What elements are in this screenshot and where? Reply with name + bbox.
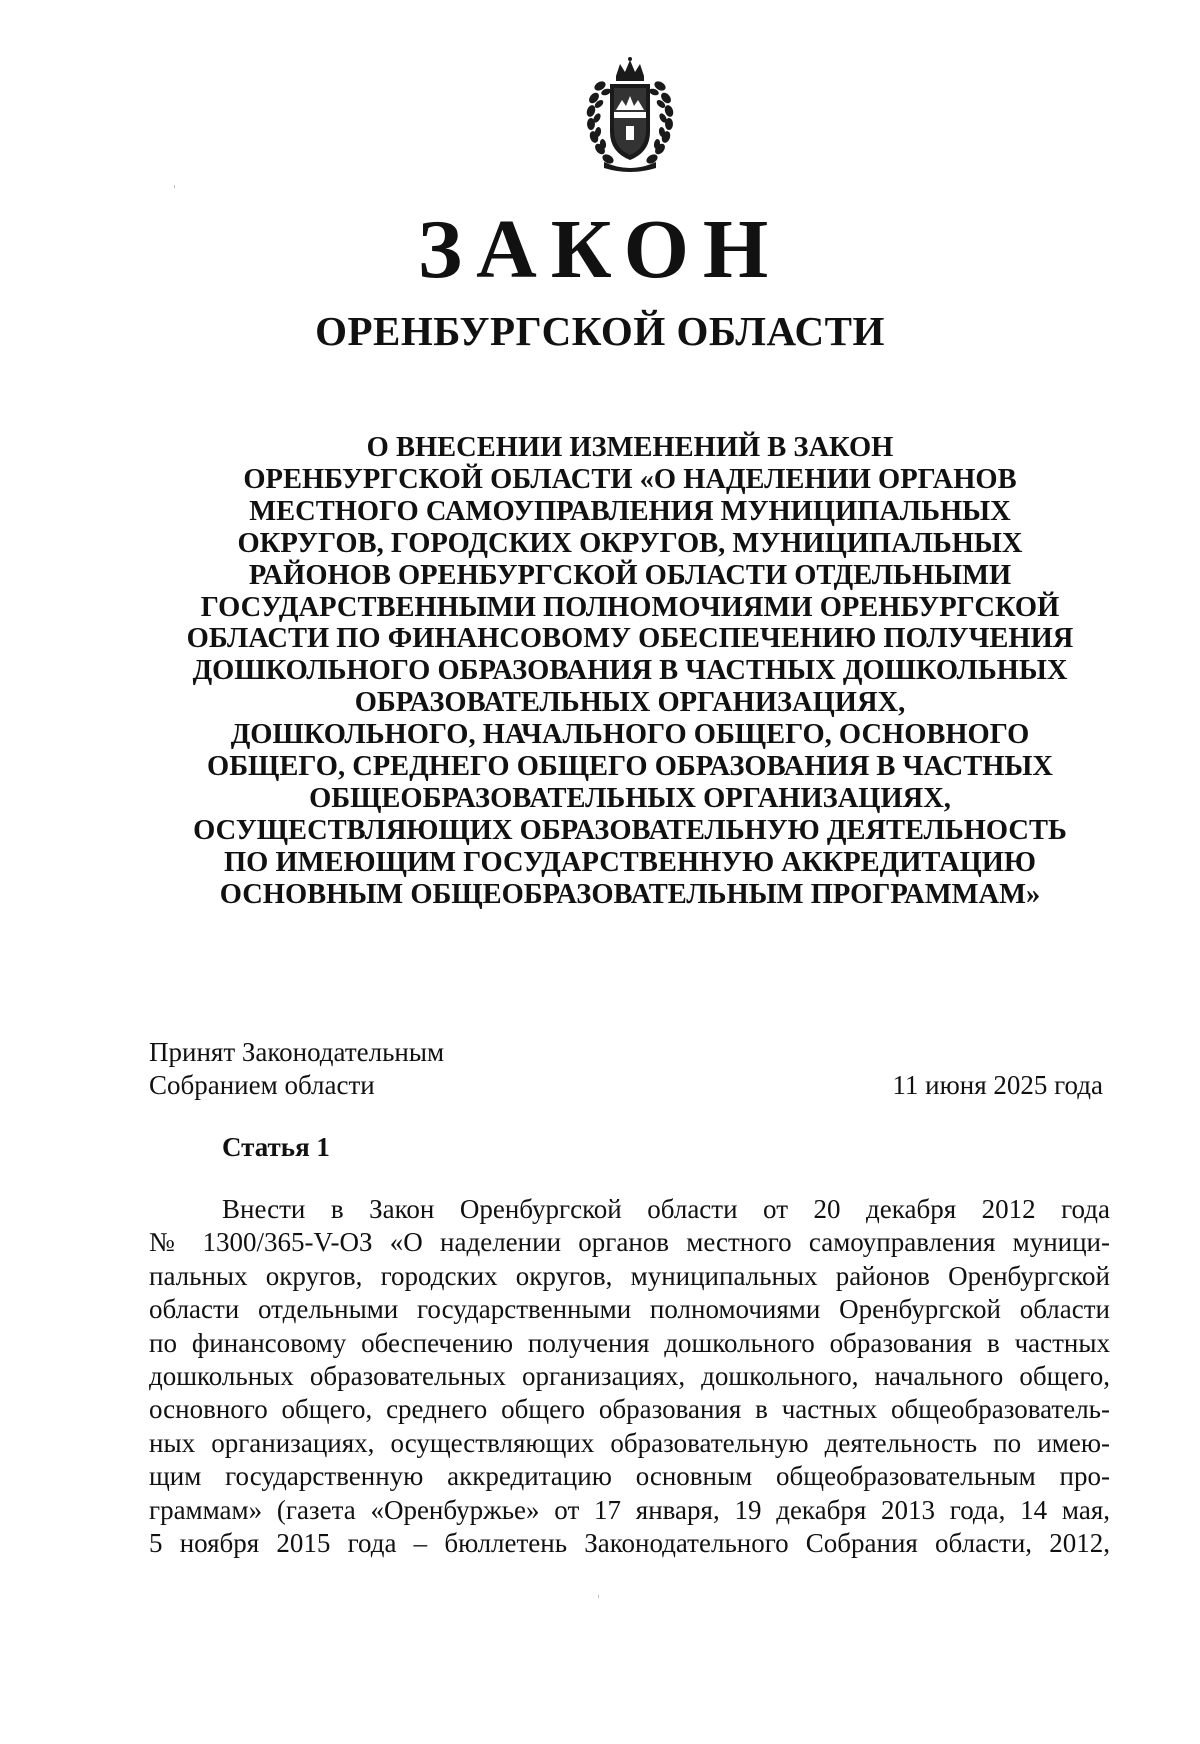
body-line: области отдельными государственными полномочиями Оренбургской области [149, 1294, 1110, 1325]
adoption-line-1: Принят Законодательным [149, 1037, 445, 1067]
body-line: основного общего, среднего общего образования в частных общеобразователь- [149, 1394, 1110, 1425]
heading-line: ГОСУДАРСТВЕННЫМИ ПОЛНОМОЧИЯМИ ОРЕНБУРГСКОЙ [200, 591, 1060, 623]
body-line: ных организациях, осуществляющих образовательную деятельность по имею- [149, 1427, 1110, 1458]
body-line: щим государственную аккредитацию основным общеобразовательным про- [149, 1461, 1110, 1492]
region-title: ОРЕНБУРГСКОЙ ОБЛАСТИ [315, 308, 885, 354]
heading-line: О ВНЕСЕНИИ ИЗМЕНЕНИЙ В ЗАКОН [366, 432, 894, 463]
heading-line: ДОШКОЛЬНОГО, НАЧАЛЬНОГО ОБЩЕГО, ОСНОВНОГО [230, 719, 1030, 751]
coat-of-arms-emblem [570, 56, 690, 176]
adoption-line-2: Собранием области [149, 1070, 375, 1100]
heading-line: ОБЩЕГО, СРЕДНЕГО ОБЩЕГО ОБРАЗОВАНИЯ В ЧАСТНЫХ [207, 751, 1053, 783]
body-line: граммам» (газета «Оренбуржье» от 17 января, 19 декабря 2013 года, 14 мая, [149, 1494, 1110, 1525]
heading-line: ОБЩЕОБРАЗОВАТЕЛЬНЫХ ОРГАНИЗАЦИЯХ, [309, 782, 951, 814]
body-line: Внести в Закон Оренбургской области от 20 декабря 2012 года [222, 1194, 1110, 1224]
body-line: 5 ноября 2015 года – бюллетень Законодательного Собрания области, 2012, [149, 1528, 1110, 1559]
heading-line: ОКРУГОВ, ГОРОДСКИХ ОКРУГОВ, МУНИЦИПАЛЬНЫХ [237, 527, 1023, 559]
law-title: ЗАКОН [417, 203, 783, 296]
body-line: дошкольных образовательных организациях, дошкольного, начального общего, [149, 1361, 1110, 1392]
scan-speck [174, 185, 175, 188]
heading-line: ДОШКОЛЬНОГО ОБРАЗОВАНИЯ В ЧАСТНЫХ ДОШКОЛЬНЫХ [192, 655, 1068, 687]
body-line: № 1300/365-V-ОЗ «О наделении органов местного самоуправления муници- [149, 1227, 1110, 1258]
adoption-block [149, 1036, 444, 1102]
article-title: Статья 1 [222, 1132, 330, 1162]
heading-line: ОСУЩЕСТВЛЯЮЩИХ ОБРАЗОВАТЕЛЬНУЮ ДЕЯТЕЛЬНОСТЬ [193, 814, 1067, 846]
heading-line: РАЙОНОВ ОРЕНБУРГСКОЙ ОБЛАСТИ ОТДЕЛЬНЫМИ [248, 559, 1012, 591]
adoption-date: 11 июня 2025 года [892, 1070, 1103, 1100]
article-body [149, 1193, 1110, 1560]
scan-speck [598, 1595, 599, 1598]
heading-line: ОРЕНБУРГСКОЙ ОБЛАСТИ «О НАДЕЛЕНИИ ОРГАНОВ [243, 463, 1017, 495]
heading-line: МЕСТНОГО САМОУПРАВЛЕНИЯ МУНИЦИПАЛЬНЫХ [249, 495, 1011, 527]
heading-line: ПО ИМЕЮЩИМ ГОСУДАРСТВЕННУЮ АККРЕДИТАЦИЮ [223, 846, 1037, 878]
body-line: по финансовому обеспечению получения дошкольного образования в частных [149, 1327, 1110, 1358]
law-heading [140, 432, 1120, 911]
heading-line: ОБЛАСТИ ПО ФИНАНСОВОМУ ОБЕСПЕЧЕНИЮ ПОЛУЧЕНИЯ [186, 623, 1074, 655]
heading-line: ОСНОВНЫМ ОБЩЕОБРАЗОВАТЕЛЬНЫМ ПРОГРАММАМ» [219, 878, 1041, 910]
heading-line: ОБРАЗОВАТЕЛЬНЫХ ОРГАНИЗАЦИЯХ, [354, 687, 906, 719]
body-line: пальных округов, городских округов, муниципальных районов Оренбургской [149, 1260, 1110, 1291]
